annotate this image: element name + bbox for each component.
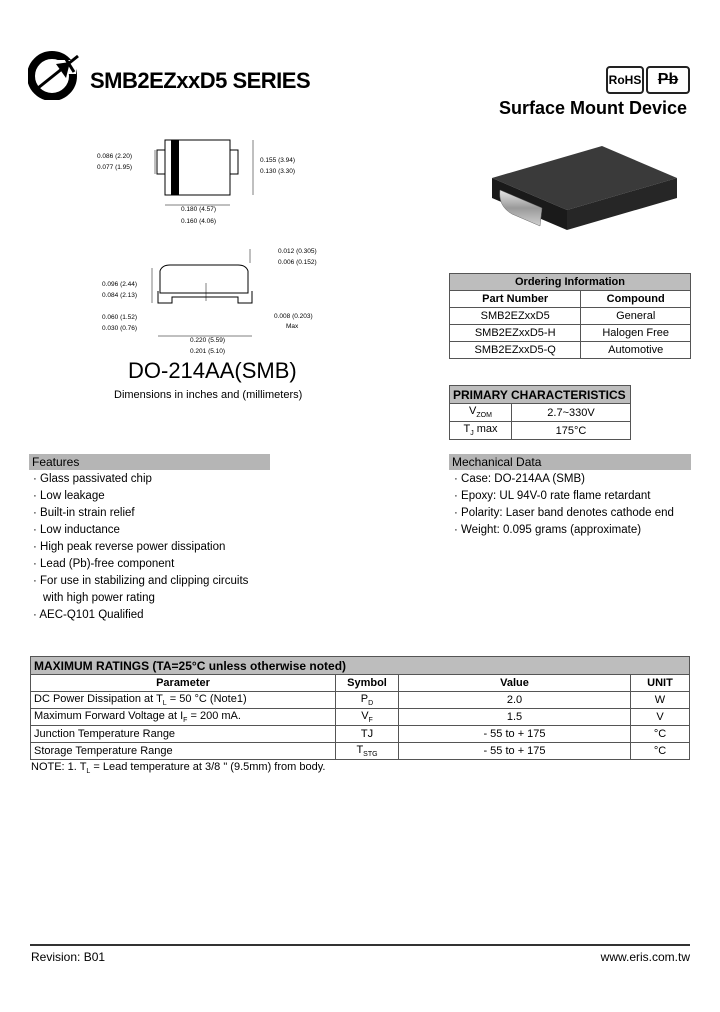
list-item: · For use in stabilizing and clipping circuits <box>33 575 249 587</box>
primary-table-title: PRIMARY CHARACTERISTICS <box>450 386 631 404</box>
list-item: with high power rating <box>43 592 155 604</box>
list-item: · Built-in strain relief <box>33 507 135 519</box>
maximum-ratings-table <box>30 656 690 760</box>
page-title: SMB2EZxxD5 SERIES <box>90 68 311 93</box>
dim-body-width-min: 0.130 (3.30) <box>260 168 296 175</box>
dim-standoff-max: 0.008 (0.203) <box>274 313 313 320</box>
table-row: DC Power Dissipation at $T_L = 50$ °C (Note1) $P_D$ 2.0 W <box>31 692 690 709</box>
dim-body-length-max: 0.180 (4.57) <box>181 206 217 213</box>
dim-body-length-min: 0.160 (4.06) <box>181 218 217 225</box>
website-link[interactable]: www.eris.com.tw <box>600 950 690 964</box>
rohs-badge: RoHS <box>606 66 644 94</box>
list-item: · Lead (Pb)-free component <box>33 558 175 570</box>
dim-lead-length-max: 0.060 (1.52) <box>102 314 138 321</box>
dim-lead-width-max: 0.086 (2.20) <box>97 153 133 160</box>
dim-overall-length-min: 0.201 (5.10) <box>190 348 226 355</box>
features-heading: Features <box>29 454 270 470</box>
table-row: Maximum Forward Voltage at $I_F = 200$ mA. $V_F$ 1.5 V <box>31 709 690 726</box>
ratings-col-parameter: Parameter <box>31 675 336 692</box>
revision-label: Revision: B01 <box>31 950 106 964</box>
dim-height-max: 0.096 (2.44) <box>102 281 138 288</box>
package-top-view-drawing <box>95 135 315 230</box>
page-subtitle: Surface Mount Device <box>498 98 687 118</box>
primary-characteristics-table <box>449 385 631 440</box>
ratings-col-unit: UNIT <box>631 675 690 692</box>
package-side-view-drawing <box>100 243 340 358</box>
list-item: · Glass passivated chip <box>33 473 152 485</box>
package-name: DO-214AA(SMB) <box>128 358 297 383</box>
list-item: · Low leakage <box>33 490 105 502</box>
table-row: SMB2EZxxD5 General <box>450 308 691 325</box>
dim-body-width-max: 0.155 (3.94) <box>260 157 296 164</box>
ordering-col-compound: Compound <box>581 291 691 308</box>
list-item: · Low inductance <box>33 524 120 536</box>
ordering-table-title: Ordering Information <box>450 274 691 291</box>
list-item: · AEC-Q101 Qualified <box>33 609 144 621</box>
table-row: Junction Temperature Range TJ - 55 to + 175 °C <box>31 726 690 743</box>
ratings-col-symbol: Symbol <box>336 675 399 692</box>
dim-lead-thickness-max: 0.012 (0.305) <box>278 248 317 255</box>
table-row: SMB2EZxxD5-H Halogen Free <box>450 325 691 342</box>
dim-height-min: 0.084 (2.13) <box>102 292 138 299</box>
ordering-information-table <box>449 273 691 359</box>
list-item: · Weight: 0.095 grams (approximate) <box>454 524 642 536</box>
table-row: $V_{ZOM}$ 2.7~330V <box>450 404 631 422</box>
ordering-col-part-number: Part Number <box>450 291 581 308</box>
mechanical-data-heading: Mechanical Data <box>449 454 691 470</box>
ratings-table-title: MAXIMUM RATINGS (TA=25°C unless otherwise noted) <box>31 657 690 675</box>
mechanical-data-list <box>454 471 674 539</box>
table-row: $T_J$ max 175°C <box>450 422 631 440</box>
list-item: · High peak reverse power dissipation <box>33 541 226 553</box>
dim-lead-width-min: 0.077 (1.95) <box>97 164 133 171</box>
footer-divider <box>30 944 690 946</box>
ratings-col-value: Value <box>399 675 631 692</box>
package-dimension-note: Dimensions in inches and (millimeters) <box>114 389 303 401</box>
dim-standoff-max-label: Max <box>286 323 299 330</box>
ratings-note: NOTE: 1. $T_L$ = Lead temperature at 3/8 " (9.5mm) from body. <box>31 761 326 776</box>
dim-lead-thickness-min: 0.006 (0.152) <box>278 259 317 266</box>
pb-free-badge: Pb <box>646 66 690 94</box>
list-item: · Epoxy: UL 94V-0 rate flame retardant <box>454 490 651 502</box>
dim-lead-length-min: 0.030 (0.76) <box>102 325 138 332</box>
features-list <box>33 471 248 624</box>
list-item: · Case: DO-214AA (SMB) <box>454 473 586 485</box>
company-logo <box>28 48 90 100</box>
list-item: · Polarity: Laser band denotes cathode end <box>454 507 674 519</box>
table-row: SMB2EZxxD5-Q Automotive <box>450 342 691 359</box>
dim-overall-length-max: 0.220 (5.59) <box>190 337 226 344</box>
package-image <box>482 138 687 238</box>
table-row: Storage Temperature Range $T_{STG}$ - 55 to + 175 °C <box>31 743 690 760</box>
